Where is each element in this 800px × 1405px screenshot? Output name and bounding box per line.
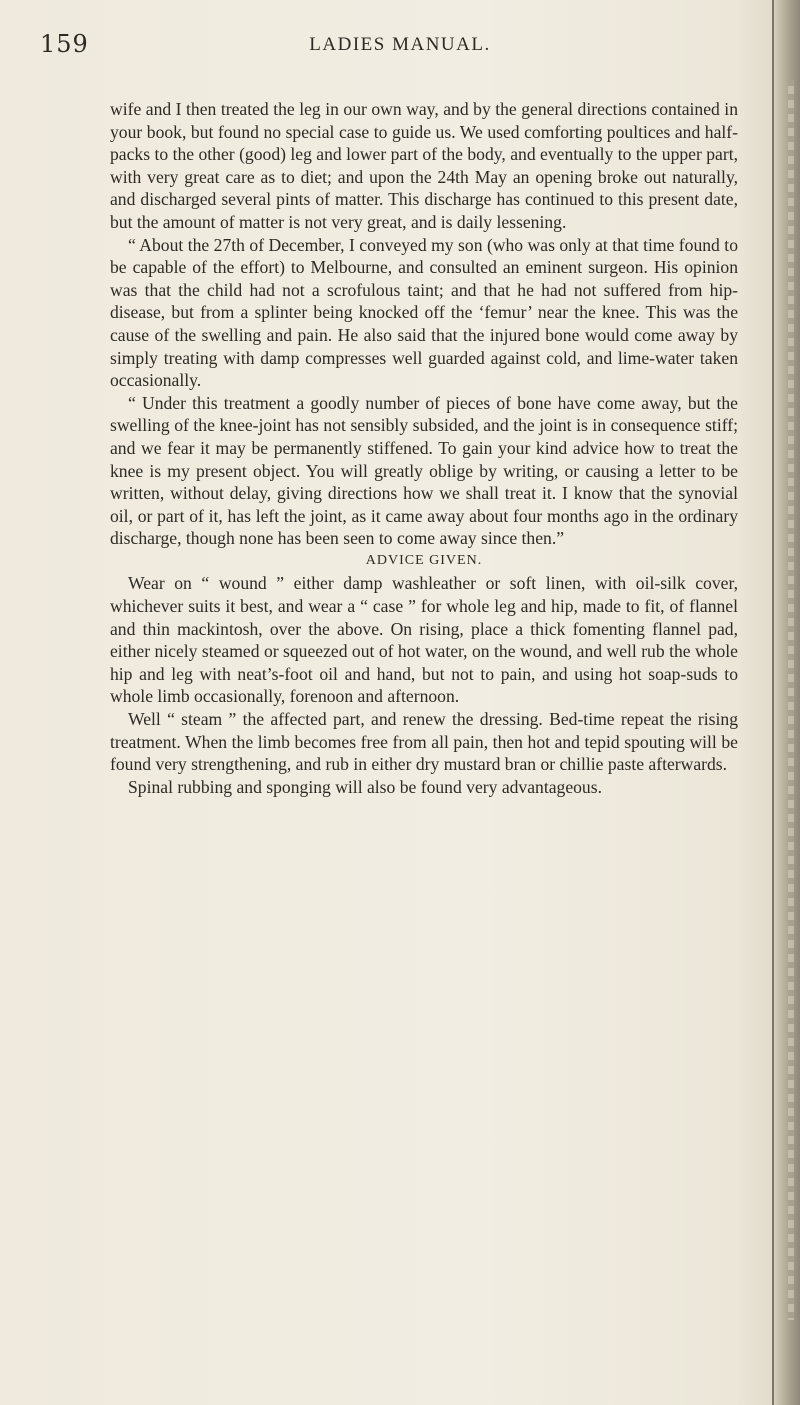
page-edge-texture — [788, 80, 794, 1320]
paragraph-continuation: wife and I then treated the leg in our own way, and by the general directions contained in your book, but found no special case to guide us. We used comforting poultices and half-packs to the other (good) leg and lower part of the body, and eventually to the upper part, with very great care as to diet; and upon the 24th May an opening broke out naturally, and discharged several pints of matter. This discharge has continued to this present date, but the amount of matter is not very great, and is daily lessening. — [110, 99, 738, 232]
page-edge-shadow — [772, 0, 800, 1405]
section-title: ADVICE GIVEN. — [365, 552, 483, 568]
paragraph-melbourne: “ About the 27th of December, I conveyed my son (who was only at that time found to be capable of the effort) to Melbourne, and consulted an eminent surgeon. His opinion was that the child had not a scrofulous taint; and that he had not suffered from hip-disease, but from a splinter being knocked off the ‘femur’ near the knee. This was the cause of the swelling and pain. He also said that the injured bone would come away by simply treating with damp compresses well guarded against cold, and lime-water taken occasionally. — [110, 234, 738, 391]
running-head: LADIES MANUAL. — [309, 34, 491, 55]
page-body — [110, 98, 738, 798]
paragraph-treatment: “ Under this treatment a goodly number of pieces of bone have come away, but the swelling of the knee-joint has not sensibly subsided, and the joint is in consequence stiff; and we fear it may be permanently stiffened. To gain your kind advice how to treat the knee is my present object. You will greatly oblige by writing, or causing a letter to be written, without delay, giving directions how we shall treat it. I know that the synovial oil, or part of it, has left the joint, as it came away about four months ago in the ordinary discharge, though none has been seen to come away since then.” — [110, 392, 738, 549]
advice-paragraph-steam: Well “ steam ” the affected part, and renew the dressing. Bed-time repeat the rising treatment. When the limb becomes free from all pain, then hot and tepid spouting will be found very strengthening, and rub in either dry mustard bran or chillie paste afterwards. — [110, 709, 738, 775]
page-header — [0, 30, 800, 70]
page-number: 159 — [40, 30, 89, 58]
advice-paragraph-spinal: Spinal rubbing and sponging will also be found very advantageous. — [128, 776, 602, 797]
advice-paragraph-wound: Wear on “ wound ” either damp washleather or soft linen, with oil-silk cover, whichever suits it best, and wear a “ case ” for whole leg and hip, made to fit, of flannel and thin mackintosh, over the above. On rising, place a thick fomenting flannel pad, either nicely steamed or squeezed out of hot water, on the wound, and well rub the whole hip and leg with neat’s-foot oil and hand, but not to pain, and using hot soap-suds to whole limb occasionally, forenoon and afternoon. — [110, 573, 738, 707]
